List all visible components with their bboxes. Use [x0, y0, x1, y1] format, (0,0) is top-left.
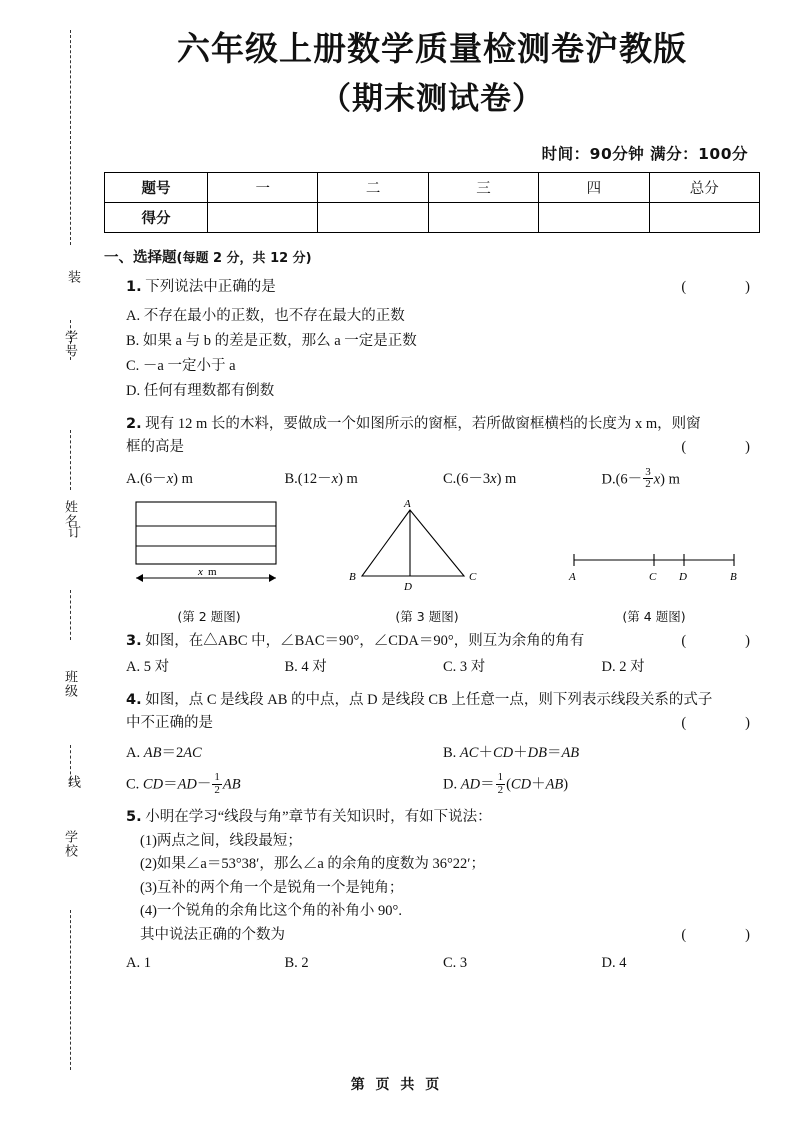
binding-label-ding: 订: [66, 525, 81, 538]
binding-strip: [40, 30, 100, 1070]
score-table-cell-blank[interactable]: [649, 203, 759, 233]
question-4: [104, 689, 760, 798]
svg-text:A: A: [404, 497, 411, 510]
question-4-options-row2: [126, 773, 760, 797]
score-table: [104, 172, 760, 233]
option-b[interactable]: B. AC＋CD＋DB＝AB: [443, 744, 580, 761]
question-stem: 如图，点 C 是线段 AB 的中点，点 D 是线段 CB 上任意一点，则下列表示线段关系的式子: [145, 691, 713, 708]
question-number: 4.: [126, 691, 142, 708]
binding-dash-4: [70, 590, 71, 640]
option-b[interactable]: B. 4 对: [284, 659, 327, 676]
table-row-scores: [105, 203, 760, 233]
svg-text:B: B: [349, 570, 356, 583]
question-3: [104, 630, 760, 680]
question-stem: 现有 12 m 长的木料，要做成一个如图所示的窗框，若所做窗框横档的长度为 x m，则窗: [145, 415, 701, 432]
svg-text:C: C: [649, 570, 657, 583]
option-a[interactable]: A.(6－x) m: [126, 470, 193, 487]
question-2-options: [126, 465, 760, 492]
option-c[interactable]: C.(6－3x) m: [443, 470, 517, 487]
subline-3: (3)互补的两个角一个是锐角一个是钝角；: [140, 879, 404, 896]
option-a[interactable]: A. 5 对: [126, 659, 170, 676]
option-c[interactable]: C. 3 对: [443, 659, 486, 676]
score-table-cell: 总分: [649, 173, 759, 203]
answer-paren[interactable]: ( ): [681, 926, 760, 943]
option-a[interactable]: A. 1: [126, 955, 151, 972]
section-heading-text: 一、选择题: [104, 250, 177, 267]
binding-dash-3: [70, 430, 71, 490]
title-line-1: 六年级上册数学质量检测卷沪教版: [177, 29, 687, 68]
question-number: 5.: [126, 809, 142, 826]
figure-window-frame: [114, 498, 304, 625]
option-d[interactable]: D. 4: [601, 955, 627, 972]
option-c[interactable]: C. CD＝AD－ $\frac{1}{2}$ AB: [126, 771, 241, 796]
binding-dash-6: [70, 910, 71, 1070]
option-d[interactable]: D. 任何有理数都有倒数: [126, 382, 275, 399]
binding-label-xian: 线: [66, 775, 81, 788]
subline-4: (4)一个锐角的余角比这个角的补角小 90°.: [140, 903, 402, 920]
figure-segment: [554, 498, 754, 625]
question-stem-line2: 框的高是: [126, 439, 184, 456]
question-4-options-row1: [126, 742, 760, 765]
binding-field-xuexiao: 学校: [63, 830, 78, 858]
answer-paren[interactable]: ( ): [681, 279, 760, 296]
subline-1: (1)两点之间，线段最短；: [140, 832, 302, 849]
page-footer: 第 页 共 页: [350, 1077, 443, 1093]
svg-text:D: D: [404, 580, 412, 593]
question-1: [104, 276, 760, 403]
option-d[interactable]: D. 2 对: [601, 659, 645, 676]
score-table-cell: 一: [208, 173, 318, 203]
score-table-cell-blank[interactable]: [208, 203, 318, 233]
question-stem: 小明在学习“线段与角”章节有关知识时，有如下说法：: [145, 809, 492, 826]
binding-label-zhuang: 装: [66, 270, 81, 283]
option-d[interactable]: D. AD＝ $\frac{1}{2}$ (CD＋AB): [443, 771, 569, 796]
option-d[interactable]: D.(6－ $\frac{3}{2}$ x) m: [601, 465, 680, 491]
question-stem-line2: 中不正确的是: [126, 715, 213, 732]
option-b[interactable]: B.(12－x) m: [284, 470, 358, 487]
option-a[interactable]: A. AB＝2AC: [126, 744, 202, 761]
binding-dash-1: [70, 30, 71, 245]
svg-text:m: m: [208, 565, 217, 578]
option-c[interactable]: C. －a 一定小于 a: [126, 357, 236, 374]
figure-triangle-svg: [332, 498, 522, 598]
svg-text:x: x: [198, 565, 203, 578]
question-stem-tail: 其中说法正确的个数为: [140, 926, 285, 943]
option-a[interactable]: A. 不存在最小的正数，也不存在最大的正数: [126, 307, 405, 324]
answer-paren[interactable]: ( ): [681, 632, 760, 649]
answer-paren[interactable]: ( ): [681, 439, 760, 456]
score-table-cell: 题号: [105, 173, 208, 203]
binding-field-xingming: 姓名: [63, 500, 78, 528]
table-row-header: [105, 173, 760, 203]
svg-text:D: D: [679, 570, 687, 583]
answer-paren[interactable]: ( ): [681, 715, 760, 732]
score-table-cell: 四: [539, 173, 649, 203]
svg-text:B: B: [730, 570, 737, 583]
binding-field-banji: 班级: [63, 670, 78, 698]
score-table-cell: 得分: [105, 203, 208, 233]
score-table-cell-blank[interactable]: [428, 203, 538, 233]
question-number: 2.: [126, 415, 142, 432]
question-3-options: [126, 656, 760, 679]
figure-segment-svg: [554, 498, 754, 598]
page-title: [104, 26, 760, 120]
svg-text:A: A: [569, 570, 576, 583]
figure-caption: (第 3 题图): [395, 608, 459, 624]
figure-triangle: [332, 498, 522, 625]
question-number: 3.: [126, 632, 142, 649]
question-1-options: [126, 304, 760, 404]
svg-text:C: C: [469, 570, 477, 583]
question-5-options: [126, 952, 760, 975]
score-table-cell: 二: [318, 173, 428, 203]
question-5: [104, 806, 760, 975]
subline-2: (2)如果∠a＝53°38′，那么∠a 的余角的度数为 36°22′；: [140, 856, 485, 873]
figure-caption: (第 2 题图): [177, 608, 241, 624]
title-line-2: （期末测试卷）: [320, 80, 544, 117]
option-c[interactable]: C. 3: [443, 955, 468, 972]
document-content: [104, 26, 760, 976]
score-table-cell: 三: [428, 173, 538, 203]
section-heading: [104, 246, 760, 267]
question-stem: 如图，在△ABC 中，∠BAC＝90°，∠CDA＝90°，则互为余角的角有: [145, 632, 585, 649]
figure-caption: (第 4 题图): [622, 608, 686, 624]
option-b[interactable]: B. 如果 a 与 b 的差是正数，那么 a 一定是正数: [126, 332, 417, 349]
figure-window-frame-svg: [114, 498, 304, 598]
score-table-cell-blank[interactable]: [318, 203, 428, 233]
question-5-sublines: [140, 830, 760, 924]
score-table-cell-blank[interactable]: [539, 203, 649, 233]
exam-meta: 时间：90分钟 满分：100分: [541, 145, 748, 164]
figure-row: [104, 498, 760, 628]
question-2: [104, 413, 760, 492]
question-number: 1.: [126, 279, 142, 296]
question-stem: 下列说法中正确的是: [145, 279, 276, 296]
section-heading-note: (每题 2 分，共 12 分): [176, 251, 312, 267]
option-b[interactable]: B. 2: [284, 955, 309, 972]
binding-field-xuehao: 学号: [63, 330, 78, 358]
